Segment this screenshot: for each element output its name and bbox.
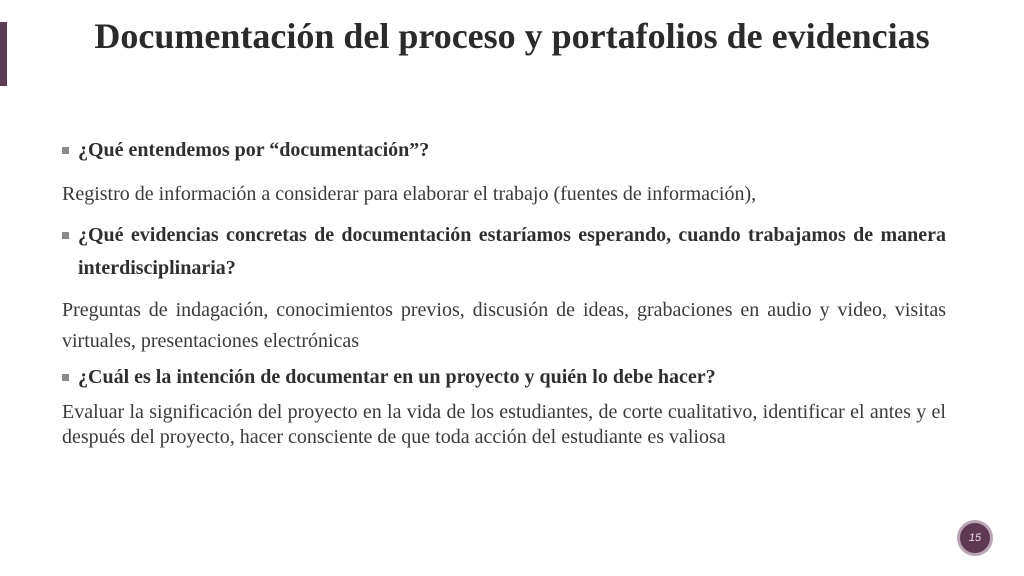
- square-bullet-icon: [62, 232, 69, 239]
- bullet-question-3: [62, 361, 946, 394]
- square-bullet-icon: [62, 374, 69, 381]
- square-bullet-icon: [62, 147, 69, 154]
- page-number: 15: [968, 532, 982, 544]
- slide-title: Documentación del proceso y portafolios de evidencias: [94, 16, 930, 56]
- accent-bar: [0, 22, 7, 86]
- page-number-badge: [957, 520, 993, 556]
- question-text: ¿Qué entendemos por “documentación”?: [78, 139, 430, 161]
- answer-paragraph-2: Preguntas de indagación, conocimientos previos, discusión de ideas, grabaciones en audio y video, visitas virtuales, presentaciones electrónicas: [62, 299, 946, 352]
- question-text: ¿Cuál es la intención de documentar en un proyecto y quién lo debe hacer?: [78, 366, 716, 388]
- answer-paragraph-3: Evaluar la significación del proyecto en la vida de los estudiantes, de corte cualitativo, identificar el antes y el después del proyecto, hacer consciente de que toda acción del estudiante es valiosa: [62, 401, 946, 448]
- answer-paragraph-1: Registro de información a considerar para elaborar el trabajo (fuentes de información),: [62, 183, 757, 205]
- bullet-question-1: [62, 134, 946, 167]
- question-text: ¿Qué evidencias concretas de documentación estaríamos esperando, cuando trabajamos de manera interdisciplinaria?: [78, 224, 946, 279]
- slide-content: [62, 134, 946, 450]
- bullet-question-2: [62, 219, 946, 285]
